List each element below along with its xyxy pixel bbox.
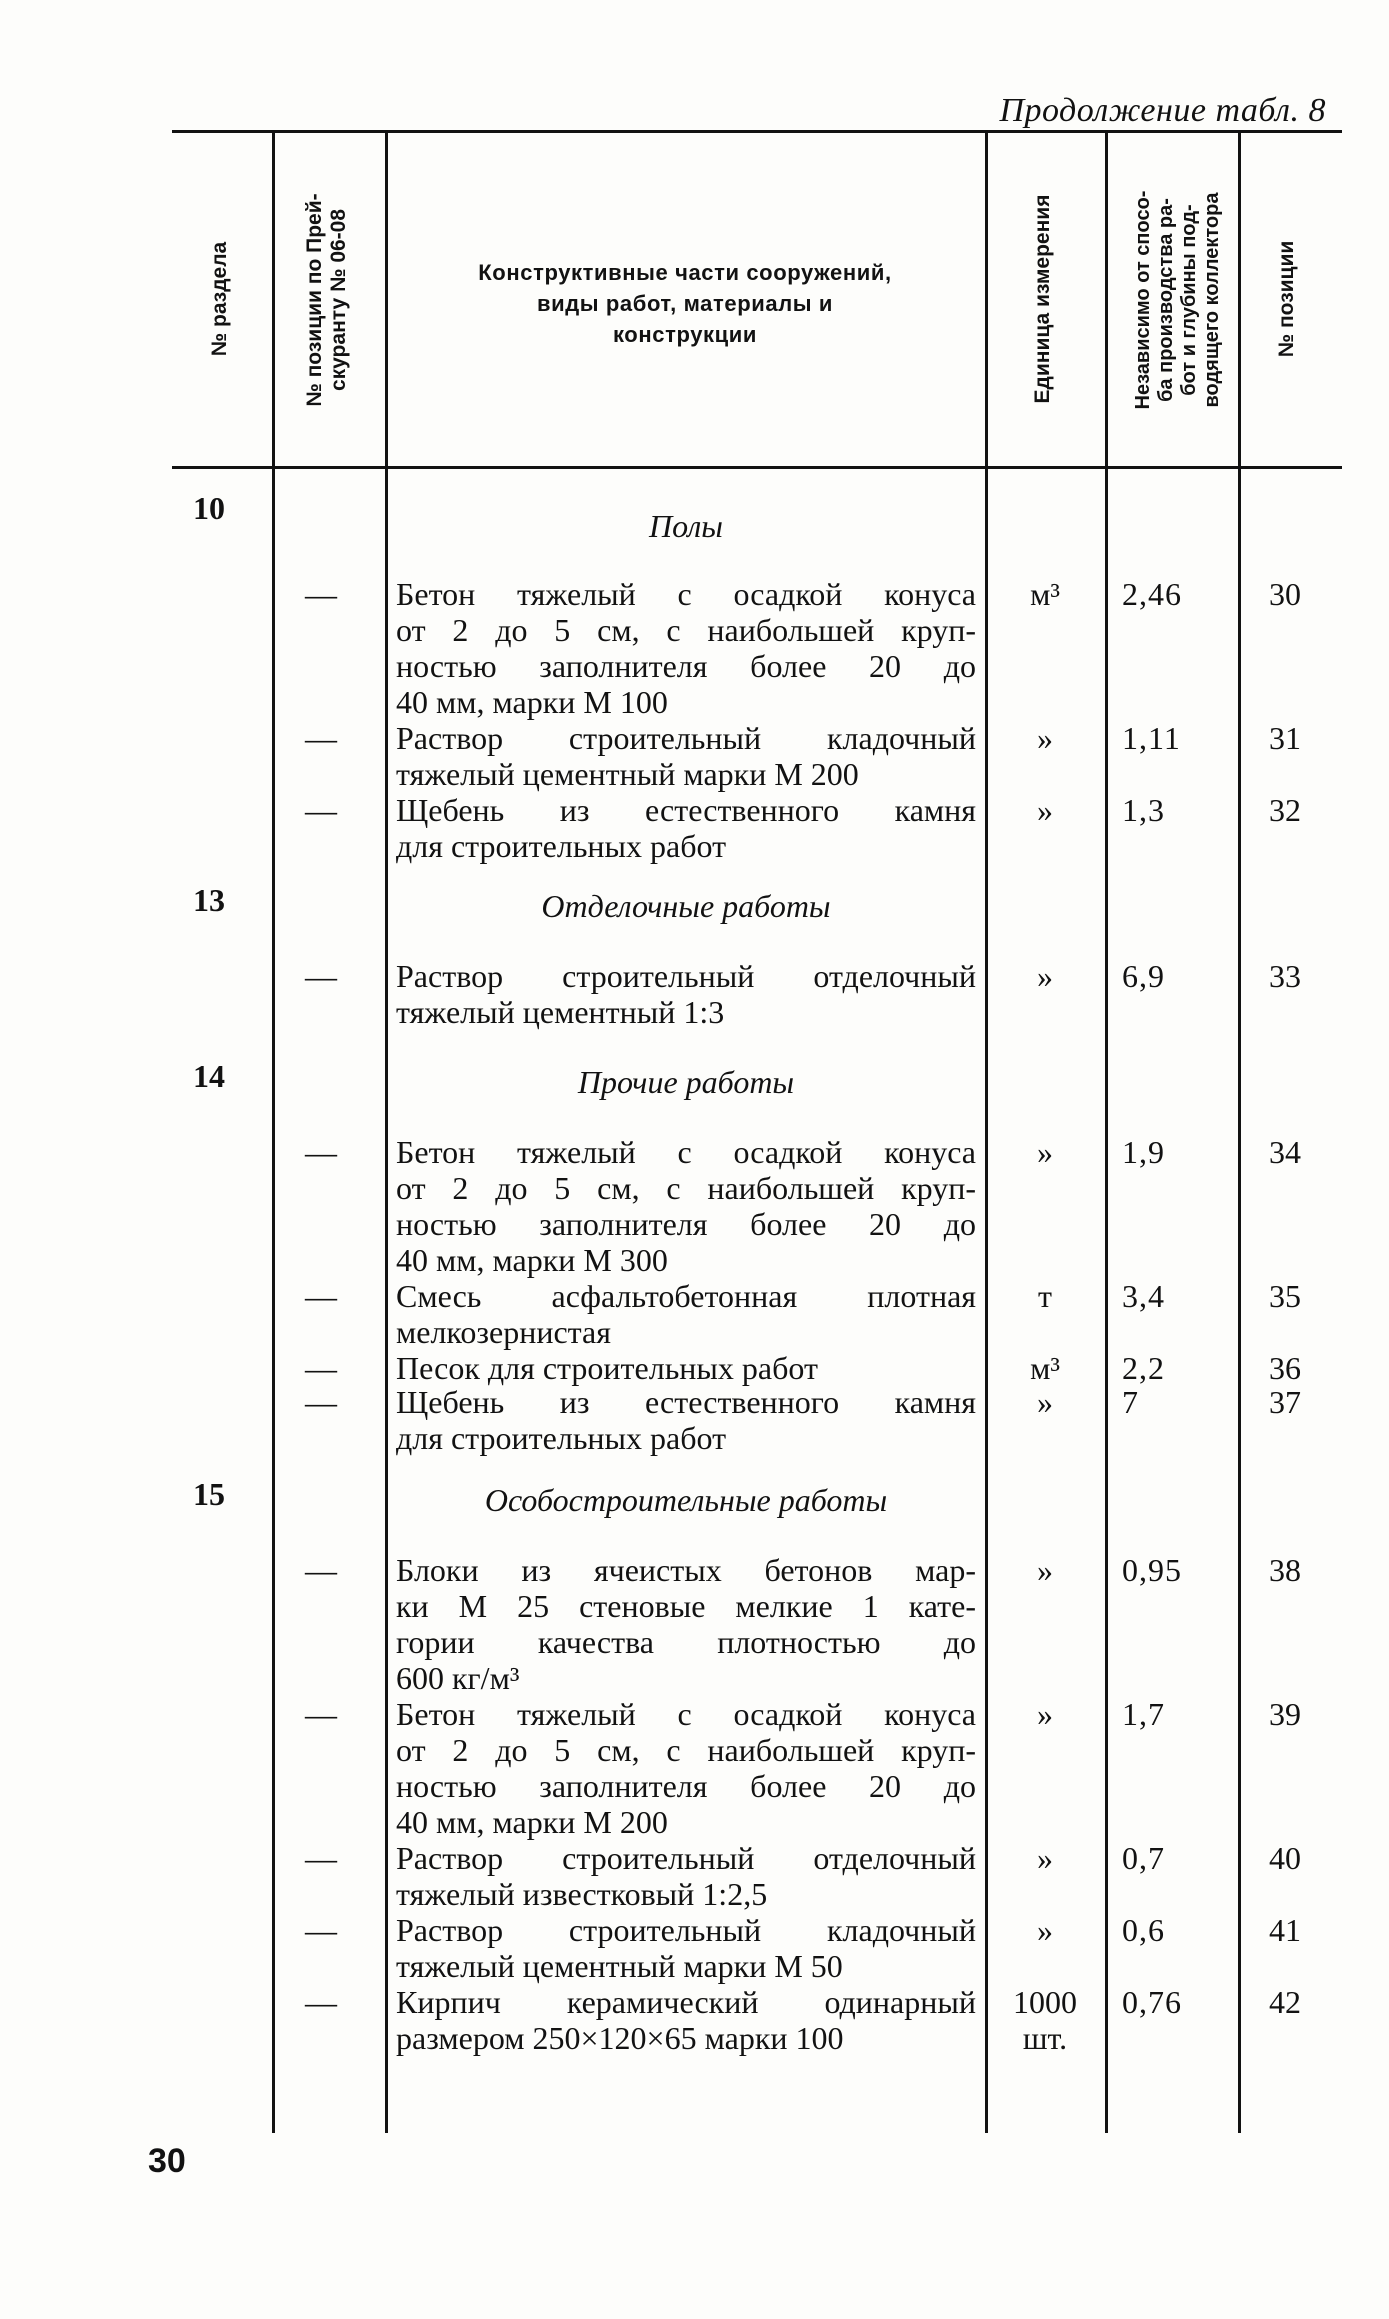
table-top-rule [172,130,1342,133]
row-description-last: размером 250×120×65 марки 100 [396,2020,844,2056]
row-unit: м³ [1030,576,1060,612]
row-description-last: 600 кг/м³ [396,1660,520,1696]
header-bottom-rule [172,466,1342,469]
row-description-last: для строительных работ [396,828,727,864]
row-dash: — [305,1278,337,1314]
row-description: Смесь асфальтобетонная плотная [396,1278,976,1314]
row-unit: т [1038,1278,1052,1314]
page-number: 30 [148,2142,186,2180]
row-dash: — [305,792,337,828]
row-value: 1,9 [1122,1134,1165,1170]
row-description: Кирпич керамический одинарный [396,1984,976,2020]
row-value: 0,7 [1122,1840,1165,1876]
row-dash: — [305,1984,337,2020]
row-unit: » [1037,958,1053,994]
row-unit: » [1037,792,1053,828]
row-description-last: тяжелый цементный 1:3 [396,994,725,1030]
row-position: 30 [1269,576,1301,612]
header-section-no: № раздела [208,241,231,357]
row-description-last: для строительных работ [396,1420,727,1456]
row-value: 2,2 [1122,1350,1165,1386]
row-unit: » [1037,1552,1053,1588]
row-dash: — [305,958,337,994]
row-unit: » [1037,720,1053,756]
row-position: 31 [1269,720,1301,756]
row-dash: — [305,1552,337,1588]
row-position: 40 [1269,1840,1301,1876]
row-unit: 1000 шт. [1013,1984,1077,2056]
col-divider-3 [985,133,988,2133]
row-unit: » [1037,1840,1053,1876]
section-number: 13 [193,882,225,918]
row-value: 0,6 [1122,1912,1165,1948]
row-description: Щебень из естественного камня [396,792,976,828]
section-number: 10 [193,490,225,526]
section-title: Прочие работы [577,1064,795,1100]
row-position: 42 [1269,1984,1301,2020]
row-description-last: 40 мм, марки М 100 [396,684,668,720]
row-dash: — [305,1384,337,1420]
row-dash: — [305,1912,337,1948]
row-dash: — [305,1696,337,1732]
table-caption: Продолжение табл. 8 [999,92,1326,129]
row-value: 0,95 [1122,1552,1182,1588]
row-position: 34 [1269,1134,1301,1170]
row-value: 2,46 [1122,576,1182,612]
row-description-last: 40 мм, марки М 200 [396,1804,668,1840]
row-description: Бетон тяжелый с осадкой конуса от 2 до 5 см, с наибольшей круп- ностью заполнителя более 20 до [396,1134,976,1242]
row-description: Блоки из ячеистых бетонов мар- ки М 25 стеновые мелкие 1 кате- гории качества плотностью до [396,1552,976,1660]
header-unit: Единица измерения [1031,194,1054,404]
row-description: Раствор строительный кладочный [396,720,976,756]
row-value: 6,9 [1122,958,1165,994]
header-position-no: № позиции [1275,240,1298,358]
header-price-position: № позиции по Прей- скуранту № 06-08 [303,193,351,407]
row-description-last: 40 мм, марки М 300 [396,1242,668,1278]
row-position: 38 [1269,1552,1301,1588]
row-unit: » [1037,1696,1053,1732]
row-unit: » [1037,1912,1053,1948]
row-description: Бетон тяжелый с осадкой конуса от 2 до 5 см, с наибольшей круп- ностью заполнителя более 20 до [396,576,976,684]
row-value: 1,7 [1122,1696,1165,1732]
row-value: 3,4 [1122,1278,1165,1314]
row-unit: » [1037,1134,1053,1170]
row-description-last: Песок для строительных работ [396,1350,818,1386]
section-number: 15 [193,1476,225,1512]
row-dash: — [305,720,337,756]
row-dash: — [305,1134,337,1170]
section-title: Полы [649,508,723,544]
col-divider-4 [1105,133,1108,2133]
row-description-last: тяжелый цементный марки М 50 [396,1948,843,1984]
section-title: Особостроительные работы [484,1482,888,1518]
row-description-last: тяжелый известковый 1:2,5 [396,1876,768,1912]
section-title: Отделочные работы [541,888,831,924]
row-unit: » [1037,1384,1053,1420]
row-unit: м³ [1030,1350,1060,1386]
col-divider-1 [272,133,275,2133]
row-description: Раствор строительный кладочный [396,1912,976,1948]
col-divider-5 [1238,133,1241,2133]
row-position: 36 [1269,1350,1301,1386]
header-independent: Независимо от спосо- ба производства ра- бот и глубины под- водящего коллектора [1132,190,1223,410]
row-dash: — [305,576,337,612]
row-description: Бетон тяжелый с осадкой конуса от 2 до 5 см, с наибольшей круп- ностью заполнителя более 20 до [396,1696,976,1804]
row-position: 32 [1269,792,1301,828]
row-value: 1,11 [1122,720,1181,756]
row-description: Раствор строительный отделочный [396,958,976,994]
row-value: 0,76 [1122,1984,1182,2020]
row-description: Раствор строительный отделочный [396,1840,976,1876]
row-dash: — [305,1840,337,1876]
row-description-last: мелкозернистая [396,1314,611,1350]
header-description: Конструктивные части сооружений, виды работ, материалы и конструкции [478,260,892,347]
section-number: 14 [193,1058,225,1094]
row-value: 1,3 [1122,792,1165,828]
row-position: 37 [1269,1384,1301,1420]
col-divider-2 [385,133,388,2133]
row-dash: — [305,1350,337,1386]
row-position: 39 [1269,1696,1301,1732]
row-description-last: тяжелый цементный марки М 200 [396,756,859,792]
row-position: 41 [1269,1912,1301,1948]
row-value: 7 [1122,1384,1139,1420]
row-description: Щебень из естественного камня [396,1384,976,1420]
row-position: 35 [1269,1278,1301,1314]
row-position: 33 [1269,958,1301,994]
